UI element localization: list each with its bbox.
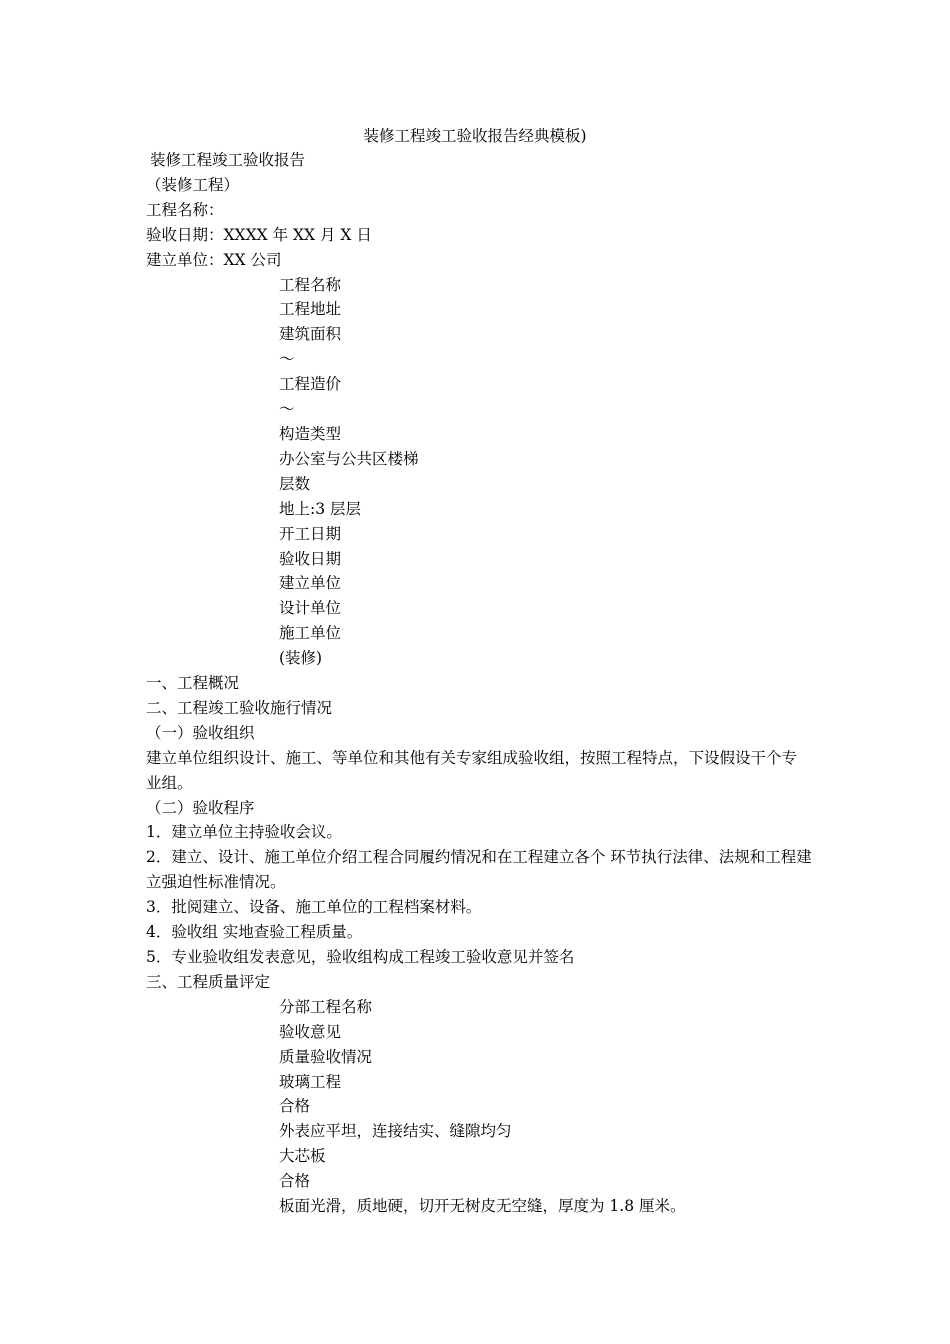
- quality-cell: 合格: [279, 1097, 311, 1116]
- overview-cell: (装修): [279, 649, 323, 668]
- list-item: 4．验收组 实地查验工程质量。: [146, 923, 363, 942]
- overview-cell: 开工日期: [279, 524, 342, 543]
- overview-cell: 工程造价: [279, 375, 342, 394]
- quality-cell: 大芯板: [279, 1147, 326, 1166]
- overview-cell: 工程名称: [279, 275, 342, 294]
- overview-cell: ～: [279, 350, 295, 369]
- quality-cell: 分部工程名称: [279, 997, 373, 1016]
- section-heading: 二、工程竣工验收施行情况: [146, 698, 333, 717]
- quality-cell: 验收意见: [279, 1022, 342, 1041]
- overview-cell: 构造类型: [279, 424, 342, 443]
- report-subtitle: （装修工程）: [146, 175, 240, 194]
- quality-cell: 板面光滑，质地硬，切开无树皮无空缝，厚度为 1.8 厘米。: [279, 1197, 686, 1216]
- subsection-heading: （一）验收组织: [146, 723, 255, 742]
- quality-cell: 外表应平坦，连接结实、缝隙均匀: [279, 1122, 512, 1141]
- report-title: 装修工程竣工验收报告: [150, 151, 306, 169]
- overview-table: [146, 273, 826, 672]
- list-item: 2．建立、设计、施工单位介绍工程合同履约情况和在工程建立各个 环节执行法律、法规和工程建立强迫性标准情况。: [146, 848, 812, 892]
- list-item: 1．建立单位主持验收会议。: [146, 823, 342, 842]
- acceptance-date: 验收日期：XXXX 年 XX 月 X 日: [146, 225, 372, 244]
- overview-cell: 设计单位: [279, 599, 342, 618]
- overview-cell: 办公室与公共区楼梯: [279, 449, 419, 468]
- quality-table: [146, 995, 826, 1219]
- list-item: 5．专业验收组发表意见，验收组构成工程竣工验收意见并签名: [146, 948, 575, 966]
- overview-cell: 验收日期: [279, 549, 342, 568]
- document-title: 装修工程竣工验收报告经典模板): [363, 127, 587, 145]
- overview-cell: 建筑面积: [279, 325, 342, 344]
- project-name-label: 工程名称：: [146, 200, 224, 219]
- overview-cell: 地上:3 层层: [279, 499, 362, 518]
- overview-cell: 工程地址: [279, 300, 342, 319]
- build-unit: 建立单位：XX 公司: [146, 250, 282, 269]
- list-item: 3．批阅建立、设备、施工单位的工程档案材料。: [146, 898, 482, 917]
- section-heading: 一、工程概况: [146, 674, 240, 693]
- quality-cell: 合格: [279, 1172, 311, 1191]
- quality-cell: 玻璃工程: [279, 1072, 342, 1091]
- section-heading: 三、工程质量评定: [146, 972, 271, 991]
- overview-cell: ～: [279, 400, 295, 419]
- overview-cell: 施工单位: [279, 624, 342, 643]
- overview-cell: 建立单位: [279, 574, 342, 593]
- subsection-heading: （二）验收程序: [146, 798, 255, 817]
- paragraph: 建立单位组织设计、施工、等单位和其他有关专家组成验收组，按照工程特点，下设假设干个专业组。: [146, 748, 798, 792]
- quality-cell: 质量验收情况: [279, 1047, 373, 1066]
- document-body: [146, 148, 826, 1219]
- overview-cell: 层数: [279, 474, 311, 493]
